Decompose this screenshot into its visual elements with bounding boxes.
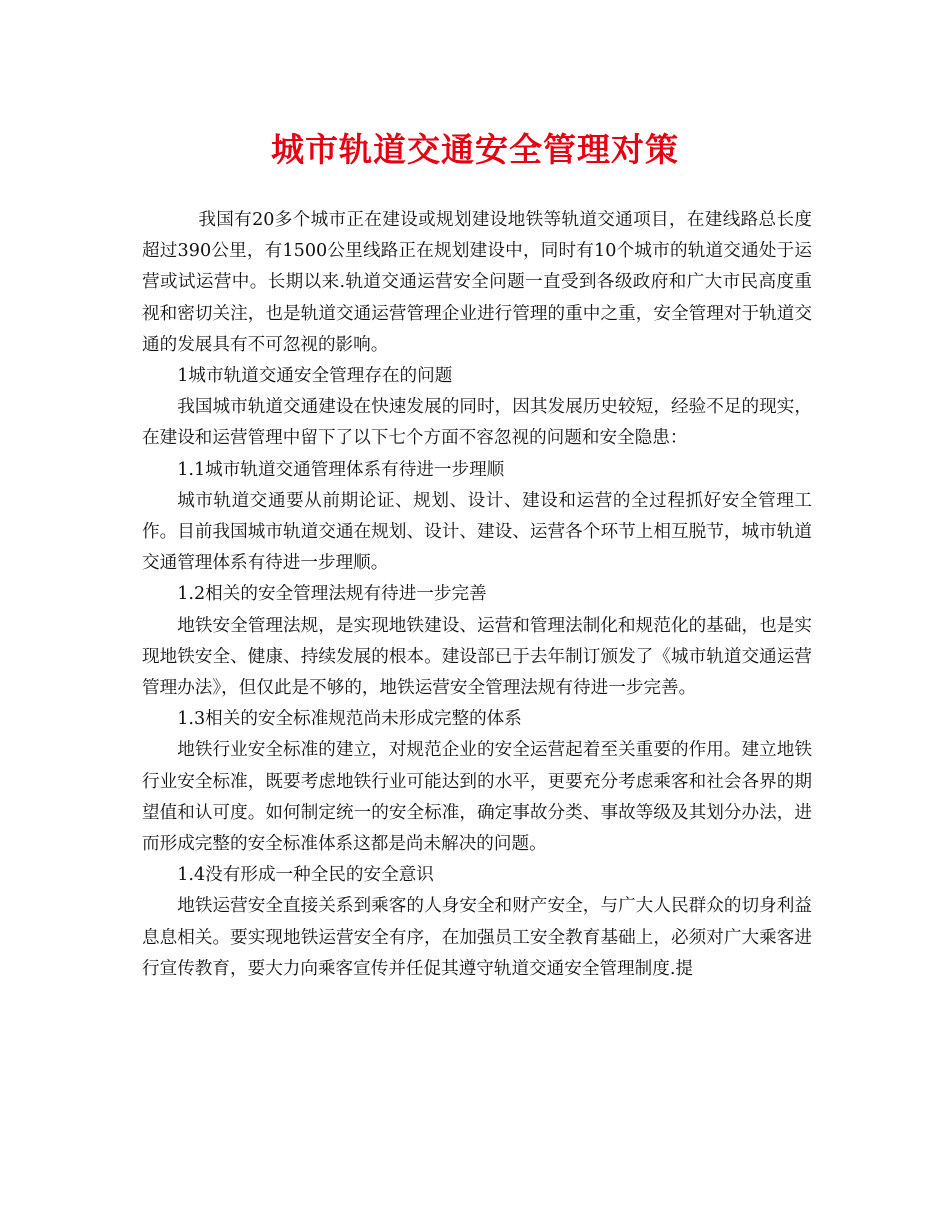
document-body [142, 205, 812, 985]
subsection-heading-1-1: 1.1城市轨道交通管理体系有待进一步理顺 [177, 459, 505, 480]
subsection-heading-1-4: 1.4没有形成一种全民的安全意识 [177, 865, 434, 886]
subsection-paragraph-1-4: 地铁运营安全直接关系到乘客的人身安全和财产安全，与广大人民群众的切身利益息息相关。要实现地铁运营安全有序，在加强员工安全教育基础上，必须对广大乘客进行宣传教育，要大力向乘客宣传并任促其遵守轨道交通安全管理制度.提 [142, 896, 812, 979]
subsection-paragraph-1-2: 地铁安全管理法规，是实现地铁建设、运营和管理法制化和规范化的基础，也是实现地铁安全、健康、持续发展的根本。建设部已于去年制订颁发了《城市轨道交通运营管理办法》，但仅此是不够的，地铁运营安全管理法规有待进一步完善。 [142, 615, 812, 699]
subsection-heading-1-3: 1.3相关的安全标准规范尚未形成完整的体系 [177, 709, 522, 730]
document-title: 城市轨道交通安全管理对策 [271, 130, 679, 169]
intro-paragraph: 我国有20多个城市正在建设或规划建设地铁等轨道交通项目，在建线路总长度超过390公里，有1500公里线路正在规划建设中，同时有10个城市的轨道交通处于运营或试运营中。长期以来.轨道交通运营安全问题一直受到各级政府和广大市民高度重视和密切关注，也是轨道交通运营管理企业进行管理的重中之重，安全管理对于轨道交通的发展具有不可忽视的影响。 [142, 210, 812, 355]
subsection-heading-1-2: 1.2相关的安全管理法规有待进一步完善 [177, 584, 487, 605]
subsection-paragraph-1-3: 地铁行业安全标准的建立，对规范企业的安全运营起着至关重要的作用。建立地铁行业安全标准，既要考虑地铁行业可能达到的水平，更要充分考虑乘客和社会各界的期望值和认可度。如何制定统一的安全标准，确定事故分类、事故等级及其划分办法，进而形成完整的安全标准体系这都是尚未解决的问题。 [142, 740, 812, 855]
subsection-paragraph-1-1: 城市轨道交通要从前期论证、规划、设计、建设和运营的全过程抓好安全管理工作。目前我国城市轨道交通在规划、设计、建设、运营各个环节上相互脱节，城市轨道交通管理体系有待进一步理顺。 [142, 490, 812, 574]
section-paragraph-1: 我国城市轨道交通建设在快速发展的同时，因其发展历史较短，经验不足的现实，在建设和运营管理中留下了以下七个方面不容忽视的问题和安全隐患： [142, 397, 812, 449]
section-heading-1: 1城市轨道交通安全管理存在的问题 [177, 366, 453, 387]
